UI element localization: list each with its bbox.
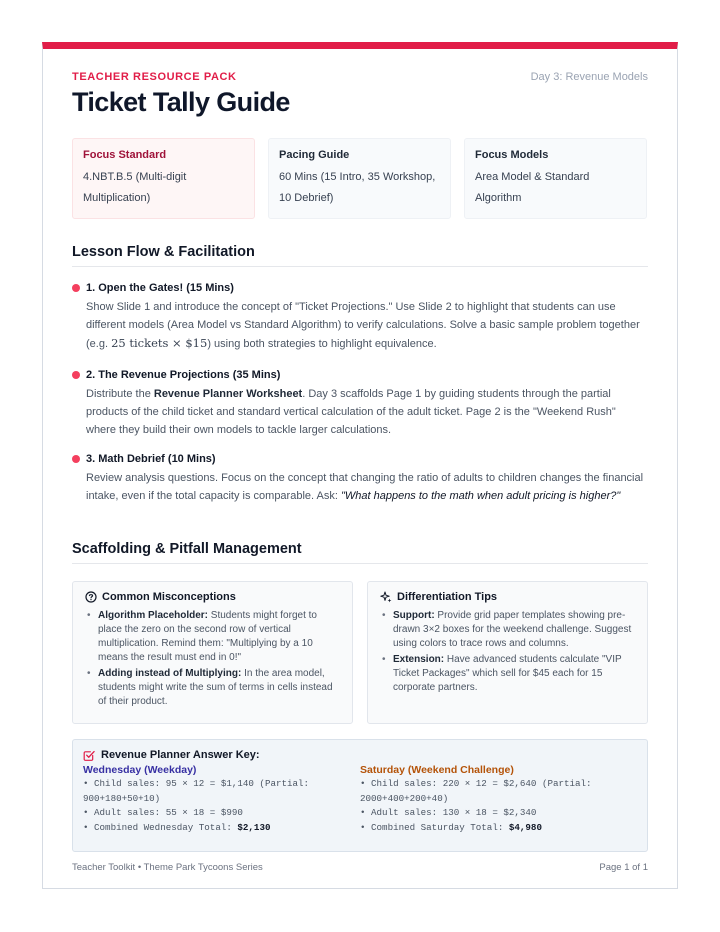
answer-key-heading bbox=[83, 749, 637, 761]
footer-series: Teacher Toolkit • Theme Park Tycoons Series bbox=[72, 862, 263, 873]
card-focus-models bbox=[464, 138, 647, 219]
item-text: Have advanced students calculate "VIP Ticket Packages" which sell for $45 each for 15 corporate partners. bbox=[393, 654, 622, 693]
list-item bbox=[85, 667, 340, 709]
eyebrow-label: TEACHER RESOURCE PACK bbox=[72, 71, 237, 83]
bullet-dot bbox=[72, 284, 80, 292]
scaffolding-heading: Scaffolding & Pitfall Management bbox=[72, 541, 648, 564]
card-text: Area Model & Standard Algorithm bbox=[475, 171, 590, 204]
answer-key-columns bbox=[83, 764, 637, 835]
check-square-icon bbox=[83, 749, 95, 761]
card-label: Focus Models bbox=[475, 149, 549, 161]
answer-line: • Child sales: 95 × 12 = $1,140 (Partial: bbox=[83, 778, 310, 789]
step-body bbox=[86, 385, 648, 439]
box-heading bbox=[85, 591, 340, 603]
card-text: 60 Mins (15 Intro, 35 Workshop, 10 Debrief) bbox=[279, 171, 436, 204]
summary-cards bbox=[72, 138, 648, 219]
misconceptions-box bbox=[72, 581, 353, 724]
step-text: Show Slide 1 and introduce the concept of "Ticket Projections." Use Slide 2 to highlight that students can use different models (Area Model vs Standard Algorithm) to verify calculations. Solve a basic sample problem together (e.g. bbox=[86, 301, 640, 350]
lesson-step-3 bbox=[72, 453, 648, 505]
total-value: $2,130 bbox=[237, 821, 271, 833]
debrief-question: "What happens to the math when adult pricing is higher?" bbox=[340, 490, 621, 502]
document-page bbox=[42, 42, 678, 889]
answer-total-line bbox=[83, 821, 360, 836]
footer-page-number: Page 1 of 1 bbox=[599, 862, 648, 873]
answer-total-line bbox=[360, 821, 637, 836]
question-circle-icon bbox=[85, 591, 97, 603]
bullet-dot bbox=[72, 371, 80, 379]
item-label: Adding instead of Multiplying: bbox=[98, 668, 242, 679]
step-text: . Day 3 scaffolds Page 1 by guiding students through the partial products of the child ticket and standard vertical calculation of the adult ticket. Page 2 is the "Weekend Rush" where they build their own models to tackle larger calculations. bbox=[86, 388, 616, 436]
list-item bbox=[85, 609, 340, 665]
wednesday-column bbox=[83, 764, 360, 835]
list-item bbox=[380, 653, 635, 695]
step-text: ) using both strategies to highlight equivalence. bbox=[207, 338, 437, 350]
worksheet-name: Revenue Planner Worksheet bbox=[153, 388, 303, 400]
step-body bbox=[86, 469, 648, 505]
item-label: Extension: bbox=[393, 654, 445, 665]
item-text: Students might forget to place the zero on the second row of vertical multiplication. Remind them: "Multiplying by a 10 means the result must end in 0!" bbox=[98, 610, 317, 663]
item-label: Support: bbox=[393, 610, 435, 621]
wednesday-title: Wednesday (Weekday) bbox=[83, 764, 197, 776]
scaffolding-boxes bbox=[72, 581, 648, 724]
answer-key-title: Revenue Planner Answer Key: bbox=[101, 749, 260, 761]
day-label: Day 3: Revenue Models bbox=[530, 71, 648, 83]
sparkles-icon bbox=[380, 591, 392, 603]
box-heading bbox=[380, 591, 635, 603]
lesson-flow-heading: Lesson Flow & Facilitation bbox=[72, 244, 648, 267]
step-title bbox=[72, 369, 648, 381]
step-text: Distribute the bbox=[86, 388, 154, 400]
box-title: Common Misconceptions bbox=[102, 591, 236, 603]
step-body bbox=[86, 298, 648, 353]
answer-line: 900+180+50+10) bbox=[83, 792, 161, 804]
lesson-step-2 bbox=[72, 369, 648, 439]
answer-line: • Adult sales: 130 × 18 = $2,340 bbox=[360, 807, 537, 818]
total-label: • Combined Wednesday Total: bbox=[83, 821, 238, 833]
card-pacing-guide bbox=[268, 138, 451, 219]
answer-line: • Child sales: 220 × 12 = $2,640 (Partial: bbox=[360, 778, 592, 789]
item-text: Provide grid paper templates showing pre-drawn 3×2 boxes for the weekend challenge. Suggest using colors to trace rows and columns. bbox=[393, 610, 632, 649]
differentiation-box bbox=[367, 581, 648, 724]
math-expression: 25 tickets × $15 bbox=[111, 336, 208, 350]
step-title bbox=[72, 282, 648, 294]
card-text: 4.NBT.B.5 (Multi-digit Multiplication) bbox=[83, 171, 187, 204]
page-footer bbox=[72, 862, 648, 873]
differentiation-list bbox=[380, 609, 635, 695]
total-value: $4,980 bbox=[508, 821, 542, 833]
item-text: In the area model, students might write the sum of terms in cells instead of their product. bbox=[98, 668, 333, 707]
misconceptions-list bbox=[85, 609, 340, 709]
card-label: Pacing Guide bbox=[279, 149, 350, 161]
item-label: Algorithm Placeholder: bbox=[98, 610, 209, 621]
answer-line: • Adult sales: 55 × 18 = $990 bbox=[83, 807, 243, 818]
box-title: Differentiation Tips bbox=[397, 591, 498, 603]
card-label: Focus Standard bbox=[83, 149, 167, 161]
lesson-step-1 bbox=[72, 282, 648, 353]
saturday-column bbox=[360, 764, 637, 835]
step-title bbox=[72, 453, 648, 465]
bullet-dot bbox=[72, 455, 80, 463]
step-title-text: 3. Math Debrief (10 Mins) bbox=[86, 453, 216, 465]
list-item bbox=[380, 609, 635, 651]
saturday-title: Saturday (Weekend Challenge) bbox=[360, 764, 514, 776]
step-text: Review analysis questions. Focus on the concept that changing the ratio of adults to children changes the financial intake, even if the total capacity is comparable. Ask: bbox=[86, 472, 644, 502]
total-label: • Combined Saturday Total: bbox=[360, 821, 509, 833]
step-title-text: 2. The Revenue Projections (35 Mins) bbox=[86, 369, 281, 381]
answer-key-panel bbox=[72, 739, 648, 852]
card-focus-standard bbox=[72, 138, 255, 219]
page-title: Ticket Tally Guide bbox=[72, 87, 290, 117]
answer-line: 2000+400+200+40) bbox=[360, 792, 449, 804]
step-title-text: 1. Open the Gates! (15 Mins) bbox=[86, 282, 234, 294]
